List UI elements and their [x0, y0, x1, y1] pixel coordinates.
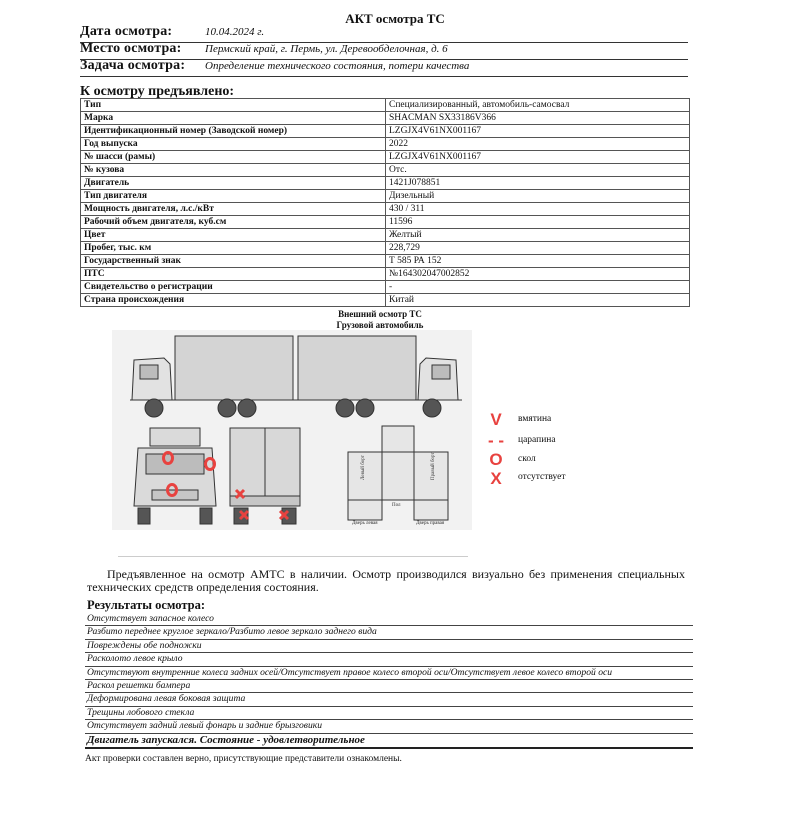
spec-value: - — [386, 281, 690, 294]
box-label-left-door: Дверь левая — [352, 521, 378, 526]
box-label-right-door: Дверь правая — [416, 521, 445, 526]
legend-mark-scratch: - - — [487, 431, 505, 450]
spec-value: SHACMAN SX33186V366 — [386, 112, 690, 125]
list-item: Расколото левое крыло — [85, 653, 693, 666]
results-list — [85, 613, 693, 749]
table-row — [81, 151, 690, 164]
header-value: Пермский край, г. Пермь, ул. Деревообделочная, д. 6 — [205, 43, 448, 55]
spec-key: Тип двигателя — [81, 190, 386, 203]
legend-mark-dent: V — [490, 410, 502, 429]
list-item: Раскол решетки бампера — [85, 680, 693, 693]
spec-value: LZGJX4V61NX001167 — [386, 151, 690, 164]
table-row — [81, 164, 690, 177]
spec-key: Государственный знак — [81, 255, 386, 268]
spec-key: Двигатель — [81, 177, 386, 190]
spec-key: № шасси (рамы) — [81, 151, 386, 164]
inspection-paragraph: Предъявленное на осмотр АМТС в наличии. Осмотр производился визуально без применения специальных технических средств определения состояния. — [87, 567, 685, 594]
table-row — [81, 99, 690, 112]
spec-key: Мощность двигателя, л.с./кВт — [81, 203, 386, 216]
spec-key: Страна происхождения — [81, 294, 386, 307]
spec-key: Год выпуска — [81, 138, 386, 151]
table-row — [81, 190, 690, 203]
spec-value: Дизельный — [386, 190, 690, 203]
legend-mark-missing: X — [490, 469, 502, 488]
header-label: Место осмотра: — [80, 41, 182, 56]
spec-key: Цвет — [81, 229, 386, 242]
spec-key: Рабочий объем двигателя, куб.см — [81, 216, 386, 229]
table-row — [81, 255, 690, 268]
legend-label-scratch: царапина — [518, 435, 556, 445]
spec-value: 1421J078851 — [386, 177, 690, 190]
list-item: Отсутствует запасное колесо — [85, 613, 693, 626]
table-row — [81, 242, 690, 255]
table-row — [81, 112, 690, 125]
exterior-title-block — [250, 309, 510, 331]
spec-value: 228,729 — [386, 242, 690, 255]
table-row — [81, 216, 690, 229]
footer-note: Акт проверки составлен верно, присутствующие представители ознакомлены. — [85, 754, 402, 764]
spec-value: Специализированный, автомобиль-самосвал — [386, 99, 690, 112]
divider — [118, 556, 468, 557]
spec-key: Марка — [81, 112, 386, 125]
table-row — [81, 294, 690, 307]
header-label: Задача осмотра: — [80, 58, 186, 73]
spec-table — [80, 98, 690, 307]
spec-value: Отс. — [386, 164, 690, 177]
spec-value: LZGJX4V61NX001167 — [386, 125, 690, 138]
legend-mark-chip: O — [489, 450, 503, 469]
header-value: 10.04.2024 г. — [205, 26, 265, 38]
list-item: Разбито переднее круглое зеркало/Разбито левое зеркало заднего вида — [85, 626, 693, 639]
spec-value: 2022 — [386, 138, 690, 151]
table-row — [81, 203, 690, 216]
exterior-subtitle: Грузовой автомобиль — [336, 320, 424, 330]
spec-key: Пробег, тыс. км — [81, 242, 386, 255]
results-final: Двигатель запускался. Состояние - удовлетворительное — [85, 734, 693, 749]
spec-value: Желтый — [386, 229, 690, 242]
presented-heading: К осмотру предъявлено: — [80, 84, 235, 99]
exterior-title: Внешний осмотр ТС — [338, 309, 422, 319]
spec-value: №164302047002852 — [386, 268, 690, 281]
spec-key: Свидетельство о регистрации — [81, 281, 386, 294]
spec-key: № кузова — [81, 164, 386, 177]
box-label-right: Правый борт — [431, 452, 436, 480]
list-item: Повреждены обе подножки — [85, 640, 693, 653]
table-row — [81, 268, 690, 281]
spec-value: Т 585 РА 152 — [386, 255, 690, 268]
spec-value: 11596 — [386, 216, 690, 229]
table-row — [81, 125, 690, 138]
table-row — [81, 138, 690, 151]
document-title: АКТ осмотра ТС — [345, 11, 445, 26]
header-row-task — [80, 58, 688, 77]
table-row — [81, 229, 690, 242]
table-row — [81, 177, 690, 190]
legend-label-dent: вмятина — [518, 414, 552, 424]
header-label: Дата осмотра: — [80, 24, 173, 39]
spec-value: Китай — [386, 294, 690, 307]
spec-value: 430 / 311 — [386, 203, 690, 216]
box-label-floor: Пол — [392, 503, 401, 508]
header-value: Определение технического состояния, потери качества — [205, 60, 470, 72]
spec-key: Идентификационный номер (Заводской номер) — [81, 125, 386, 138]
legend-label-chip: скол — [518, 454, 536, 464]
results-heading: Результаты осмотра: — [87, 598, 205, 612]
spec-key: ПТС — [81, 268, 386, 281]
legend-label-missing: отсутствует — [518, 472, 566, 482]
box-label-left: Левый борт — [361, 455, 366, 480]
list-item: Отсутствует задний левый фонарь и задние брызговики — [85, 720, 693, 733]
truck-inspection-diagram — [112, 330, 472, 530]
list-item: Деформирована левая боковая защита — [85, 693, 693, 706]
list-item: Отсутствуют внутренние колеса задних осей/Отсутствует правое колесо второй оси/Отсутствует левое колесо второй оси — [85, 667, 693, 680]
list-item: Трещины лобового стекла — [85, 707, 693, 720]
table-row — [81, 281, 690, 294]
spec-key: Тип — [81, 99, 386, 112]
